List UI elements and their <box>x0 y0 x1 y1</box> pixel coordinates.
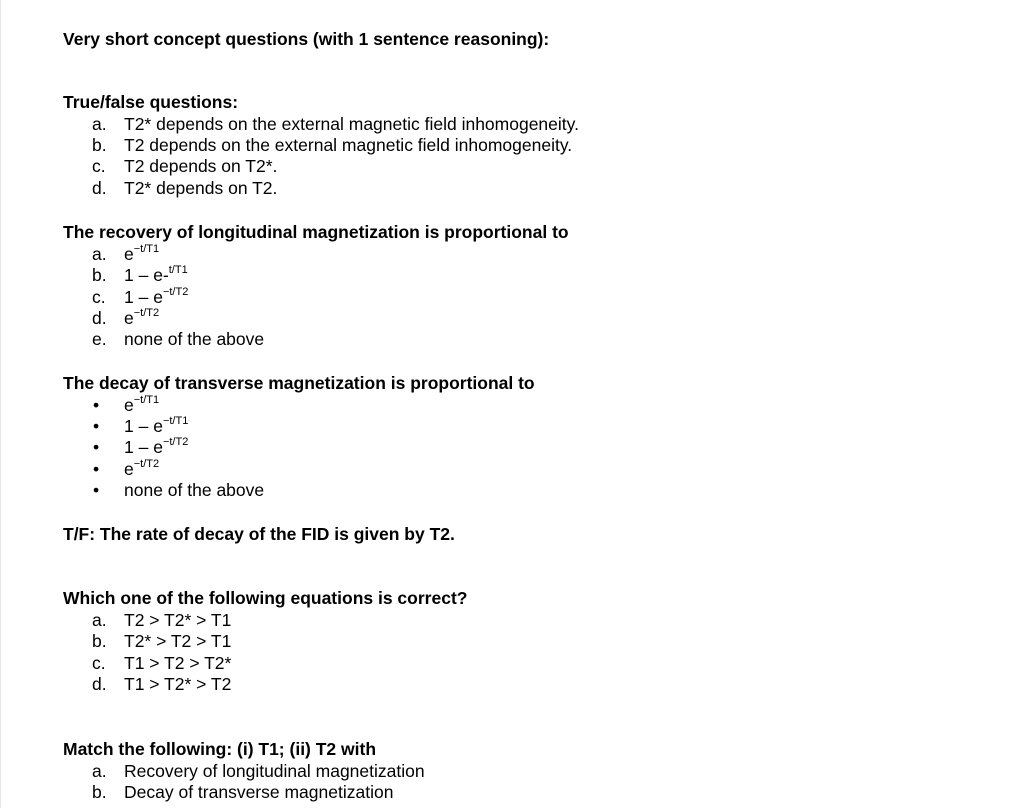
intro-heading: Very short concept questions (with 1 sentence reasoning): <box>63 29 550 49</box>
q6-option-b <box>92 782 393 802</box>
q2-option-a <box>92 244 159 264</box>
q1-option-b <box>92 135 572 155</box>
option-label: a. <box>92 761 107 781</box>
q5-option-b <box>92 631 231 651</box>
option-text: T2* depends on T2. <box>124 178 278 198</box>
option-label: d. <box>92 674 107 694</box>
q2-heading: The recovery of longitudinal magnetization is proportional to <box>63 222 569 242</box>
bullet-icon: • <box>93 480 100 500</box>
option-text: T1 > T2* > T2 <box>124 674 232 694</box>
option-exponent: −t/T1 <box>133 394 160 406</box>
bullet-icon: • <box>93 395 100 415</box>
q3-option-1 <box>92 395 159 415</box>
q3-option-3 <box>92 437 188 457</box>
q2-option-d <box>92 308 159 328</box>
option-text: T2* depends on the external magnetic field inhomogeneity. <box>124 114 579 134</box>
option-base: e <box>124 308 134 328</box>
option-exponent: −t/T2 <box>133 307 160 319</box>
q3-option-2 <box>92 416 188 436</box>
option-label: c. <box>92 287 106 307</box>
q3-option-5 <box>92 480 264 500</box>
option-base: 1 – e <box>124 437 163 457</box>
q3-heading: The decay of transverse magnetization is proportional to <box>63 373 535 393</box>
option-text: T1 > T2 > T2* <box>124 653 232 673</box>
option-base: e <box>124 395 134 415</box>
q5-option-d <box>92 674 231 694</box>
option-exponent: −t/T2 <box>162 436 189 448</box>
option-exponent: t/T1 <box>168 264 188 276</box>
q6-heading: Match the following: (i) T1; (ii) T2 with <box>63 739 377 759</box>
option-label: b. <box>92 782 107 802</box>
option-label: a. <box>92 610 107 630</box>
option-base: 1 – e <box>124 287 163 307</box>
q1-option-d <box>92 178 277 198</box>
q3-option-4 <box>92 459 159 479</box>
option-label: c. <box>92 653 106 673</box>
bullet-icon: • <box>93 437 100 457</box>
option-base: e <box>124 459 134 479</box>
q5-option-a <box>92 610 231 630</box>
option-label: a. <box>92 244 107 264</box>
q6-option-a <box>92 761 425 781</box>
q1-option-c <box>92 156 277 176</box>
q1-heading: True/false questions: <box>63 92 239 112</box>
q2-option-e <box>92 329 264 349</box>
q5-heading: Which one of the following equations is correct? <box>63 588 468 608</box>
option-label: d. <box>92 178 107 198</box>
option-base: e <box>124 244 134 264</box>
option-exponent: −t/T1 <box>162 415 189 427</box>
option-label: a. <box>92 114 107 134</box>
option-text: T2 depends on T2*. <box>124 156 278 176</box>
bullet-icon: • <box>93 459 100 479</box>
option-exponent: −t/T2 <box>133 458 160 470</box>
option-text: T2 depends on the external magnetic field inhomogeneity. <box>124 135 573 155</box>
option-exponent: −t/T2 <box>162 286 189 298</box>
option-base: none of the above <box>124 329 265 349</box>
option-base: 1 – e- <box>124 265 169 285</box>
q4-heading: T/F: The rate of decay of the FID is given by T2. <box>63 524 455 544</box>
option-label: b. <box>92 265 107 285</box>
option-label: e. <box>92 329 107 349</box>
option-text: T2* > T2 > T1 <box>124 631 232 651</box>
option-base: none of the above <box>124 480 265 500</box>
option-exponent: −t/T1 <box>133 243 160 255</box>
bullet-icon: • <box>93 416 100 436</box>
option-label: c. <box>92 156 106 176</box>
option-text: T2 > T2* > T1 <box>124 610 232 630</box>
option-base: 1 – e <box>124 416 163 436</box>
option-text: Recovery of longitudinal magnetization <box>124 761 425 781</box>
option-label: b. <box>92 135 107 155</box>
option-label: b. <box>92 631 107 651</box>
option-text: Decay of transverse magnetization <box>124 782 394 802</box>
q5-option-c <box>92 653 231 673</box>
q2-option-b <box>92 265 188 285</box>
q2-option-c <box>92 287 188 307</box>
option-label: d. <box>92 308 107 328</box>
q1-option-a <box>92 114 579 134</box>
